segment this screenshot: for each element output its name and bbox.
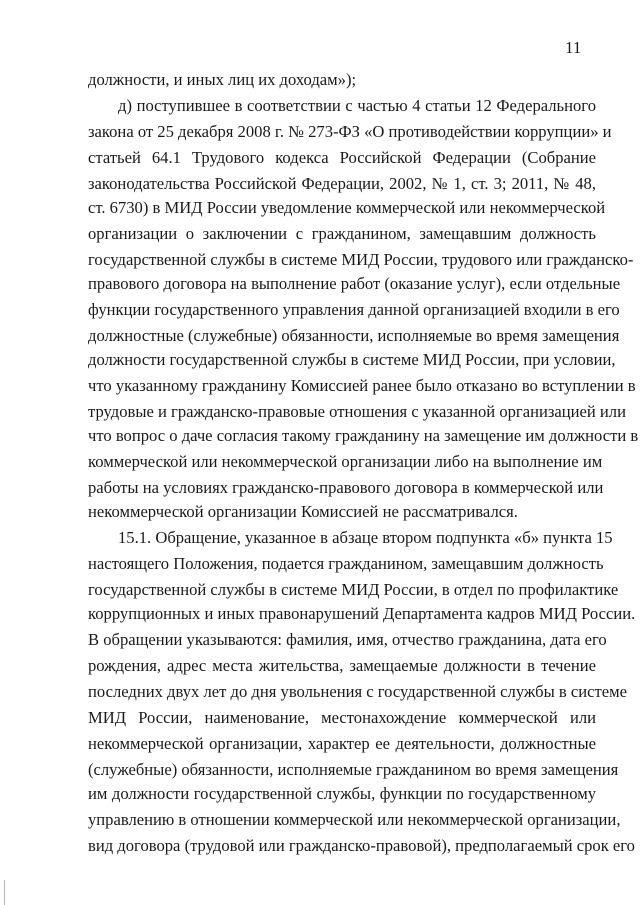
text-line: В обращении указываются: фамилия, имя, отчество гражданина, дата его	[88, 630, 607, 649]
text-line: рождения, адрес места жительства, замещаемые должности в течение	[88, 656, 596, 675]
text-line: управлению в отношении коммерческой или некоммерческой организации,	[88, 810, 621, 829]
text-line: (служебные) обязанности, исполняемые гражданином во время замещения	[88, 760, 619, 779]
text-line: ст. 6730) в МИД России уведомление коммерческой или некоммерческой	[88, 198, 606, 217]
text-line: коррупционных и иных правонарушений Департамента кадров МИД России.	[88, 604, 636, 623]
page-number: 11	[565, 38, 582, 57]
text-line: государственной службы в системе МИД России, в отдел по профилактике	[88, 580, 619, 599]
text-line: законодательства Российской Федерации, 2002, № 1, ст. 3; 2011, № 48,	[88, 174, 596, 193]
text-line: 15.1. Обращение, указанное в абзаце втором подпункта «б» пункта 15	[118, 528, 613, 547]
text-line: правового договора на выполнение работ (оказание услуг), если отдельные	[88, 274, 621, 293]
text-line: некоммерческой организации, характер ее деятельности, должностные	[88, 734, 596, 753]
text-line: должности государственной службы в системе МИД России, при условии,	[88, 350, 616, 369]
text-line: функции государственного управления данной организацией входили в его	[88, 300, 620, 319]
text-line: коммерческой или некоммерческой организации либо на выполнение им	[88, 452, 603, 471]
text-line: некоммерческой организации Комиссией не рассматривался.	[88, 502, 518, 521]
text-line: что указанному гражданину Комиссией ранее было отказано во вступлении в	[88, 376, 636, 395]
text-line: последних двух лет до дня увольнения с государственной службы в системе	[88, 682, 627, 701]
text-line: МИД России, наименование, местонахождение коммерческой или	[88, 708, 596, 727]
text-line: организации о заключении с гражданином, замещавшим должность	[88, 224, 596, 243]
text-line: им должности государственной службы, функции по государственному	[88, 784, 596, 803]
text-line: трудовые и гражданско-правовые отношения с указанной организацией или	[88, 402, 626, 421]
text-line: закона от 25 декабря 2008 г. № 273-ФЗ «О противодействии коррупции» и	[88, 122, 612, 141]
text-line: вид договора (трудовой или гражданско-правовой), предполагаемый срок его	[88, 836, 635, 855]
text-line: статьей 64.1 Трудового кодекса Российской Федерации (Собрание	[88, 148, 596, 167]
scan-edge-mark	[4, 880, 5, 905]
text-line: настоящего Положения, подается гражданином, замещавшим должность	[88, 554, 604, 573]
text-line: работы на условиях гражданско-правового договора в коммерческой или	[88, 478, 604, 497]
text-line: д) поступившее в соответствии с частью 4 статьи 12 Федерального	[118, 96, 596, 115]
text-line: должности, и иных лиц их доходам»);	[88, 70, 357, 89]
text-line: что вопрос о даче согласия такому гражданину на замещение им должности в	[88, 426, 639, 445]
text-line: государственной службы в системе МИД России, трудового или гражданско-	[88, 250, 634, 269]
text-line: должностные (служебные) обязанности, исполняемые во время замещения	[88, 326, 620, 345]
